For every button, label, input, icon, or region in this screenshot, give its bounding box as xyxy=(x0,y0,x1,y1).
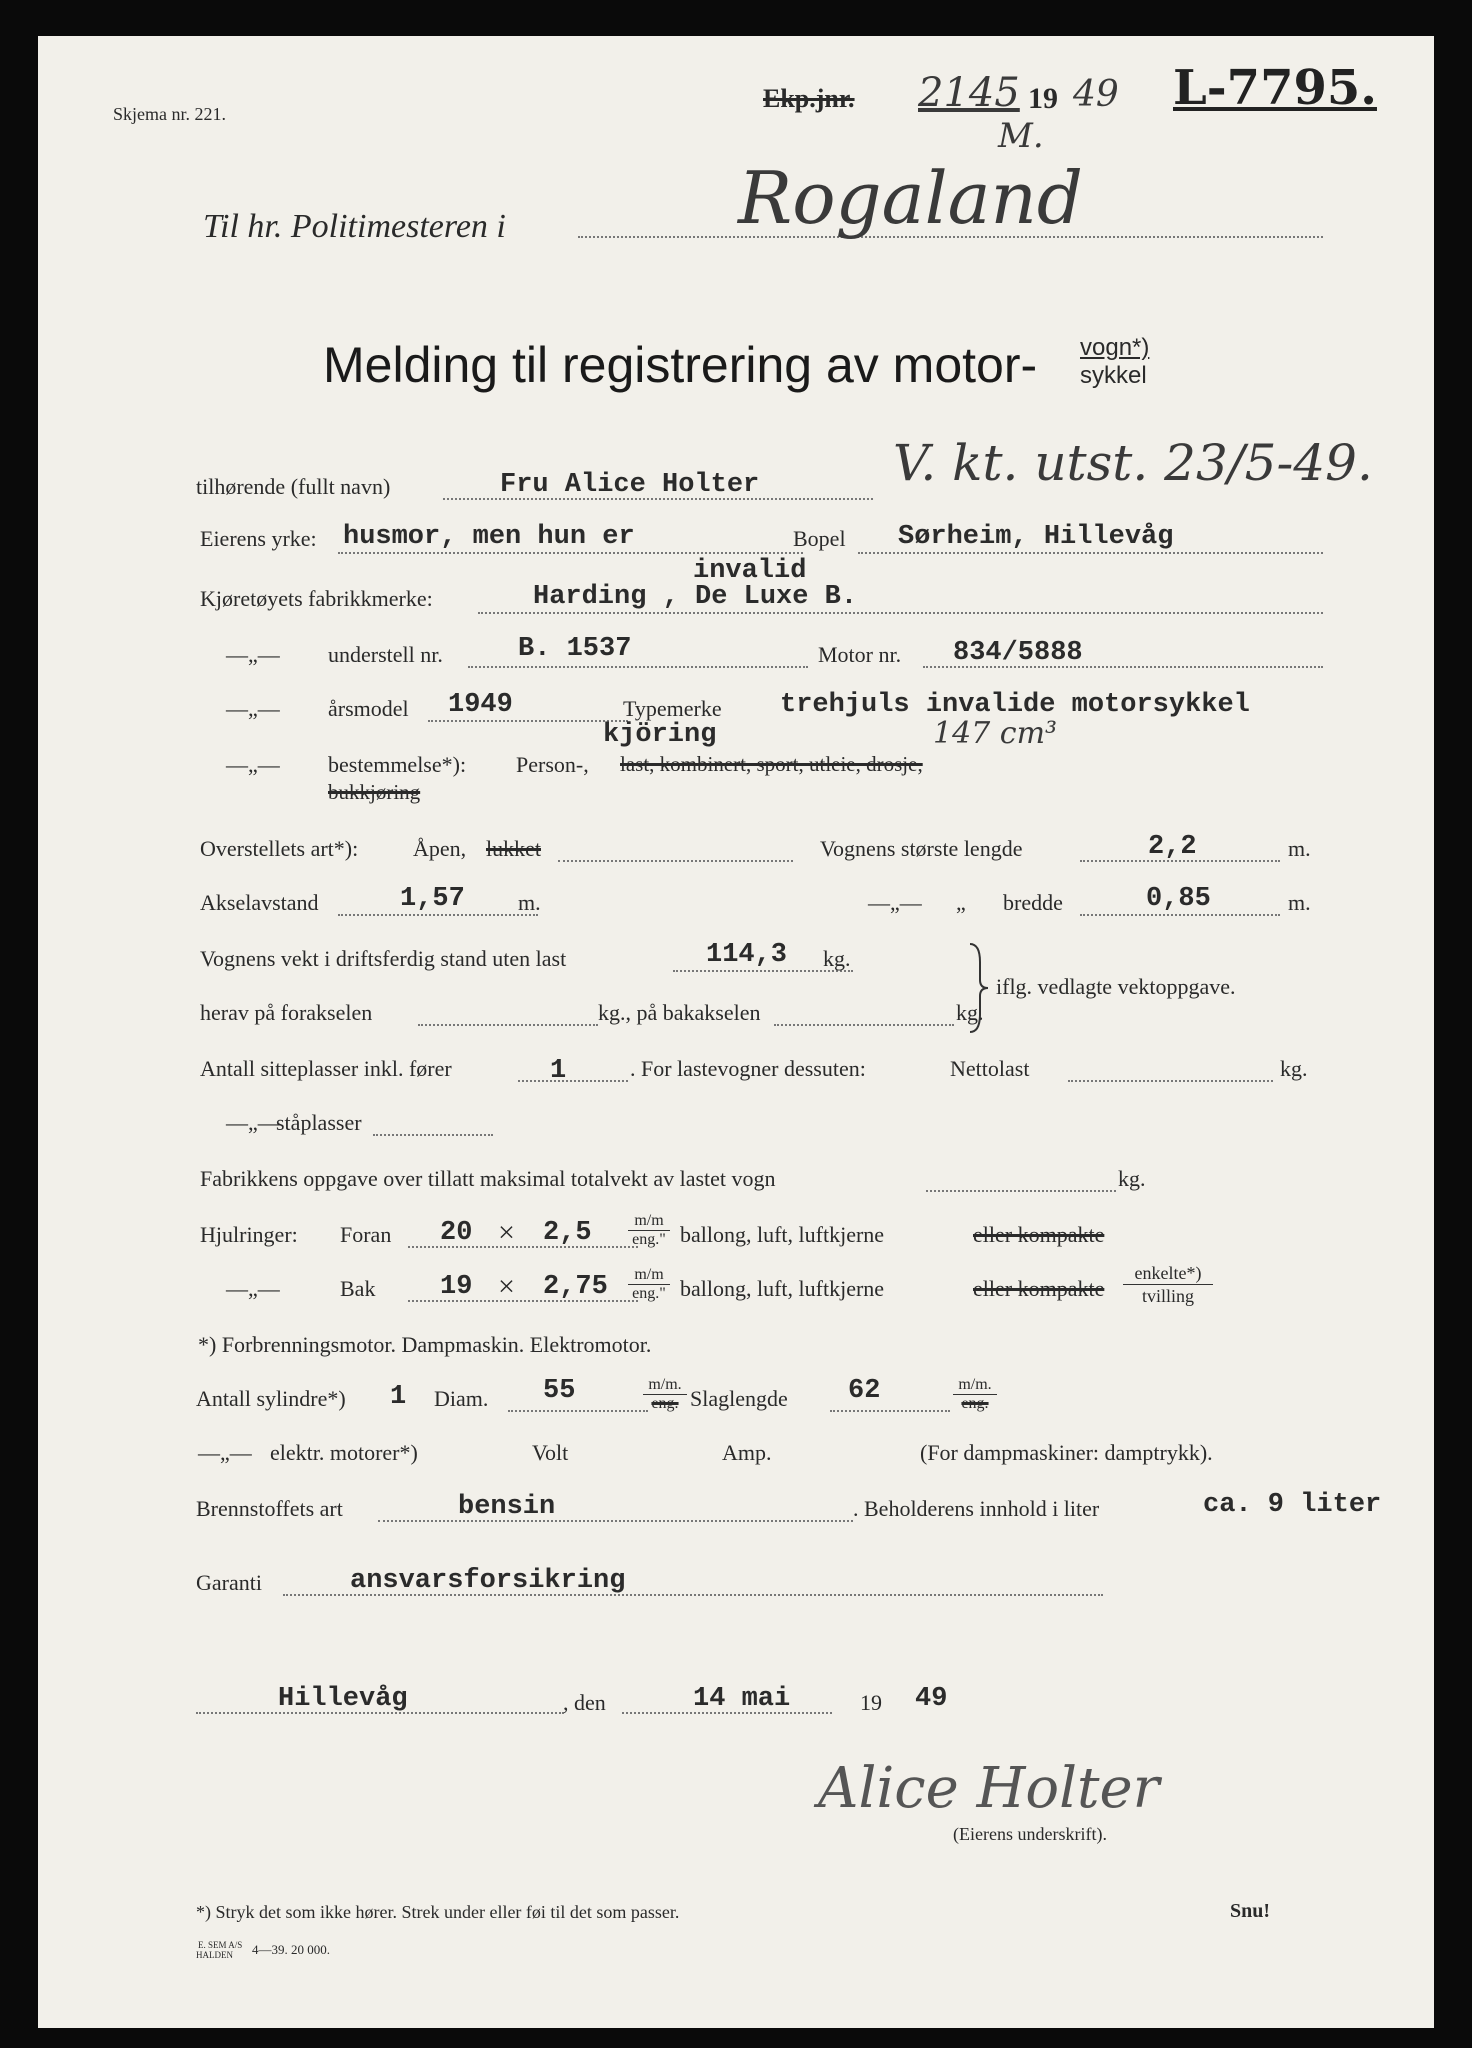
wheelbase-unit: m. xyxy=(518,890,541,915)
year-value: 49 xyxy=(915,1684,948,1714)
margin-note: V. kt. utst. 23/5-49. xyxy=(893,434,1373,492)
residence-label: Bopel xyxy=(793,526,846,551)
width-label: bredde xyxy=(1003,890,1063,915)
rings-twin: tvilling xyxy=(1141,1286,1194,1306)
volt-label: Volt xyxy=(532,1440,569,1465)
form-title: Melding til registrering av motor- xyxy=(323,337,1038,393)
body-type-label: Overstellets art*): xyxy=(200,836,359,861)
journal-mark: M. xyxy=(998,116,1044,156)
journal-number: 2145 xyxy=(918,70,1020,116)
rings-front-struck: eller kompakte xyxy=(973,1222,1105,1247)
stroke-value: 62 xyxy=(848,1376,881,1406)
rings-rear-b: 2,75 xyxy=(543,1272,608,1302)
type-mark-label: Typemerke xyxy=(623,696,722,721)
body-type-closed: lukket xyxy=(486,836,541,861)
rings-single: enkelte*) xyxy=(1123,1262,1213,1285)
max-weight-unit: kg. xyxy=(1118,1166,1146,1191)
ditto-4: —„— xyxy=(868,890,922,915)
rings-rear-a: 19 xyxy=(440,1272,473,1302)
purpose-struck-2: bukkjøring xyxy=(328,780,421,804)
make-value: Harding , De Luxe B. xyxy=(533,582,858,612)
purpose-struck: last, kombinert, sport, utleie, drosje, xyxy=(620,752,923,776)
rear-axle-unit: kg. xyxy=(956,1000,984,1025)
stroke-line xyxy=(830,1410,950,1412)
addressee-label: Til hr. Politimesteren i xyxy=(203,208,506,245)
turn-over: Snu! xyxy=(1230,1900,1271,1922)
cylinders-value: 1 xyxy=(390,1382,407,1412)
net-load-unit: kg. xyxy=(1280,1056,1308,1081)
type-mark-value: trehjuls invalide motorsykkel xyxy=(780,690,1250,720)
form-number: Skjema nr. 221. xyxy=(113,104,226,124)
rings-front-unit xyxy=(628,1212,670,1249)
rings-label: Hjulringer: xyxy=(200,1222,298,1247)
body-type-open: Åpen, xyxy=(413,836,467,861)
stroke-unit-bottom: eng. xyxy=(961,1395,989,1412)
residence-value: Sørheim, Hillevåg xyxy=(898,522,1174,552)
rear-axle-line xyxy=(774,1024,954,1026)
title-option-sykkel: sykkel xyxy=(1080,362,1147,389)
steam-label: (For dampmaskiner: damptrykk). xyxy=(920,1440,1213,1465)
electric-label: elektr. motorer*) xyxy=(270,1440,418,1465)
owner-signature: Alice Holter xyxy=(818,1756,1160,1821)
seats-value: 1 xyxy=(550,1056,567,1086)
fuel-line xyxy=(378,1520,853,1522)
engine-volume-note: 147 cm³ xyxy=(933,716,1058,751)
cylinders-label: Antall sylindre*) xyxy=(196,1386,346,1411)
fuel-value: bensin xyxy=(458,1492,556,1522)
rings-rear-label: Bak xyxy=(340,1276,376,1301)
stroke-unit xyxy=(953,1376,997,1413)
guarantee-value: ansvarsforsikring xyxy=(350,1566,626,1596)
ditto-6: —„— xyxy=(226,1276,280,1301)
standing-line xyxy=(373,1134,493,1136)
place-value: Hillevåg xyxy=(278,1684,408,1714)
journal-year: 49 xyxy=(1073,74,1119,115)
occupation-line xyxy=(338,552,803,554)
engine-no-value: 834/5888 xyxy=(953,638,1083,668)
width-value: 0,85 xyxy=(1146,884,1211,914)
weight-brace xyxy=(968,942,992,1034)
occupation-label: Eierens yrke: xyxy=(200,526,317,551)
tank-value: ca. 9 liter xyxy=(1203,1490,1382,1520)
date-den: , den xyxy=(563,1690,606,1715)
year-printed: 19 xyxy=(860,1690,882,1715)
ditto-5: —„— xyxy=(226,1110,280,1135)
rings-front-x: × xyxy=(498,1216,515,1249)
engine-no-label: Motor nr. xyxy=(818,642,902,667)
wheelbase-line xyxy=(338,914,538,916)
printer-city: HALDEN xyxy=(196,1950,233,1960)
front-axle-line xyxy=(418,1024,598,1026)
rings-rear-kinds: ballong, luft, luftkjerne xyxy=(680,1276,885,1301)
rings-front-kinds: ballong, luft, luftkjerne xyxy=(680,1222,885,1247)
weight-label: Vognens vekt i driftsferdig stand uten last xyxy=(200,946,567,971)
max-weight-line xyxy=(926,1190,1116,1192)
make-label: Kjøretøyets fabrikkmerke: xyxy=(200,586,433,611)
stroke-label: Slaglengde xyxy=(690,1386,788,1411)
chassis-label: understell nr. xyxy=(328,642,443,667)
rings-rear-struck: eller kompakte xyxy=(973,1276,1105,1301)
front-axle-label: herav på forakselen xyxy=(200,1000,373,1025)
rings-front-unit-bottom: eng." xyxy=(632,1231,666,1248)
diameter-unit xyxy=(643,1376,687,1413)
ditto-7: —„— xyxy=(198,1440,252,1465)
seats-line xyxy=(518,1080,628,1082)
engine-types: *) Forbrenningsmotor. Dampmaskin. Elektromotor. xyxy=(198,1332,652,1357)
width-line xyxy=(1080,914,1280,916)
ditto-1: —„— xyxy=(226,642,280,667)
ditto-3: —„— xyxy=(226,752,280,777)
model-year-value: 1949 xyxy=(448,690,513,720)
residence-line xyxy=(858,552,1323,554)
rings-rear-x: × xyxy=(498,1270,515,1303)
net-load-label: Nettolast xyxy=(950,1056,1030,1081)
diameter-unit-top: m/m. xyxy=(643,1376,687,1395)
weight-note: iflg. vedlagte vektoppgave. xyxy=(996,974,1236,999)
seats-label: Antall sitteplasser inkl. fører xyxy=(200,1056,452,1081)
occupation-value: husmor, men hun er xyxy=(343,522,635,552)
make-line xyxy=(478,612,1323,614)
chassis-line xyxy=(468,666,808,668)
model-year-label: årsmodel xyxy=(328,696,409,721)
length-label: Vognens største lengde xyxy=(820,836,1023,861)
date-value: 14 mai xyxy=(693,1684,791,1714)
width-unit: m. xyxy=(1288,890,1311,915)
wheelbase-label: Akselavstand xyxy=(200,890,319,915)
length-value: 2,2 xyxy=(1148,832,1197,862)
form-sheet xyxy=(38,36,1434,2028)
owner-label: tilhørende (fullt navn) xyxy=(196,474,391,499)
rings-front-b: 2,5 xyxy=(543,1218,592,1248)
rings-rear-unit xyxy=(628,1266,670,1303)
amp-label: Amp. xyxy=(722,1440,772,1465)
diameter-unit-bottom: eng. xyxy=(651,1395,679,1412)
diameter-line xyxy=(508,1410,648,1412)
tank-label: . Beholderens innhold i liter xyxy=(853,1496,1100,1521)
body-type-line xyxy=(558,860,793,862)
rings-front-a: 20 xyxy=(440,1218,473,1248)
diameter-label: Diam. xyxy=(434,1386,489,1411)
printer-name: E. SEM A/S xyxy=(198,1940,243,1950)
registration-number: L-7795. xyxy=(1173,60,1377,116)
stroke-unit-top: m/m. xyxy=(953,1376,997,1395)
police-district: Rogaland xyxy=(738,156,1083,240)
rings-rear-unit-top: m/m xyxy=(628,1266,670,1285)
purpose-label: bestemmelse*): xyxy=(328,752,467,777)
journal-prefix: Ekp.jnr. xyxy=(763,84,855,113)
rear-axle-label: kg., på bakakselen xyxy=(598,1000,761,1025)
weight-value: 114,3 xyxy=(706,940,788,970)
purpose-person: Person-, xyxy=(516,752,589,777)
owner-name: Fru Alice Holter xyxy=(500,470,760,500)
standing-label: ståplasser xyxy=(276,1110,362,1135)
rings-front-unit-top: m/m xyxy=(628,1212,670,1231)
rings-front-label: Foran xyxy=(340,1222,392,1247)
chassis-value: B. 1537 xyxy=(518,634,632,664)
type-mark-value-2: kjöring xyxy=(603,720,717,750)
footnote: *) Stryk det som ikke hører. Strek under eller føi til det som passer. xyxy=(196,1902,680,1922)
diameter-value: 55 xyxy=(543,1376,576,1406)
length-unit: m. xyxy=(1288,836,1311,861)
fuel-label: Brennstoffets art xyxy=(196,1496,343,1521)
title-option-vogn: vogn*) xyxy=(1080,334,1150,361)
max-weight-label: Fabrikkens oppgave over tillatt maksimal totalvekt av lastet vogn xyxy=(200,1166,776,1191)
wheelbase-value: 1,57 xyxy=(400,884,465,914)
occupation-value-2: invalid xyxy=(693,556,807,586)
signature-label: (Eierens underskrift). xyxy=(953,1824,1107,1844)
rings-rear-unit-bottom: eng." xyxy=(632,1285,666,1302)
journal-year-printed: 19 xyxy=(1028,82,1058,115)
model-year-line xyxy=(428,720,628,722)
weight-unit: kg. xyxy=(823,946,851,971)
width-quote: „ xyxy=(956,890,966,915)
ditto-2: —„— xyxy=(226,696,280,721)
cargo-label: . For lastevogner dessuten: xyxy=(630,1056,866,1081)
net-load-line xyxy=(1068,1080,1273,1082)
rings-single-twin xyxy=(1123,1262,1213,1307)
printer-code: 4—39. 20 000. xyxy=(252,1942,330,1957)
guarantee-label: Garanti xyxy=(196,1570,262,1595)
